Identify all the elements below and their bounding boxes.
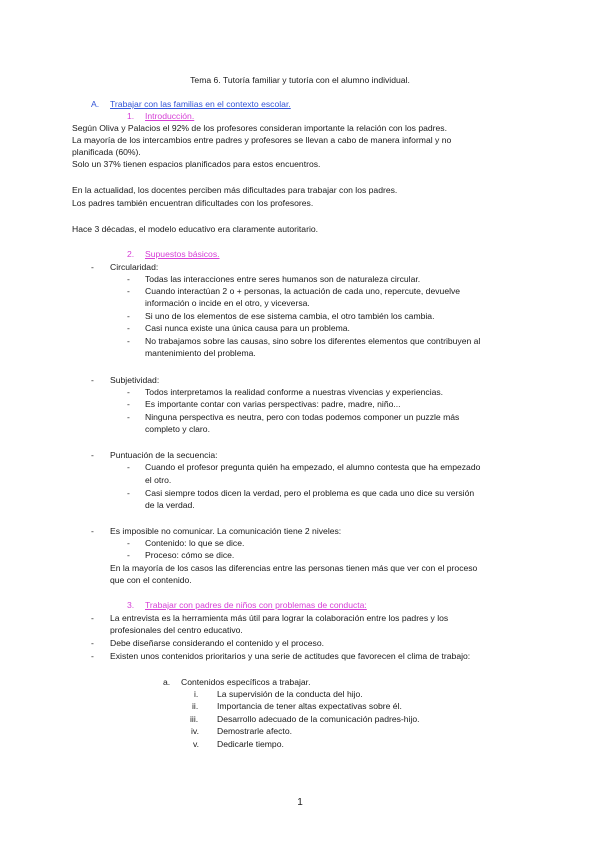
roman-item: Dedicarle tiempo.	[217, 739, 284, 749]
bullet-dash: -	[91, 638, 94, 648]
subjetividad-item: Ninguna perspectiva es neutra, pero con todas podemos componer un puzzle más	[145, 412, 460, 422]
bullet-dash: -	[91, 651, 94, 661]
subjetividad-item: Es importante contar con varias perspectivas: padre, madre, niño...	[145, 399, 401, 409]
comunicacion-item: Contenido: lo que se dice.	[145, 538, 245, 548]
roman-item: Importancia de tener altas expectativas sobre él.	[217, 701, 402, 711]
bullet-dash: -	[91, 526, 94, 536]
comunicacion-item: Proceso: cómo se dice.	[145, 550, 235, 560]
circularidad-item: Si uno de los elementos de ese sistema cambia, el otro también los cambia.	[145, 311, 435, 321]
bullet-dash: -	[127, 274, 130, 284]
bullet-dash: -	[127, 412, 130, 422]
intro-line-2: La mayoría de los intercambios entre padres y profesores se llevan a cabo de manera informal y no	[72, 135, 452, 145]
intro-line-6: Los padres también encuentran dificultades con los profesores.	[72, 198, 314, 208]
puntuacion-label: Puntuación de la secuencia:	[110, 450, 218, 460]
bullet-dash: -	[127, 336, 130, 346]
section-2-marker: 2.	[127, 249, 135, 259]
section-3-item: La entrevista es la herramienta más útil para lograr la colaboración entre los padres y los	[110, 613, 449, 623]
bullet-dash: -	[127, 323, 130, 333]
section-1-heading: Introducción.	[145, 111, 195, 121]
intro-line-7: Hace 3 décadas, el modelo educativo era claramente autoritario.	[72, 224, 319, 234]
subjetividad-label: Subjetividad:	[110, 375, 160, 385]
intro-line-3: planificada (60%).	[72, 147, 141, 157]
intro-line-5: En la actualidad, los docentes perciben más dificultades para trabajar con los padres.	[72, 185, 398, 195]
page-number: 1	[297, 797, 303, 808]
circularidad-item-cont: información o incide en el otro, y viceversa.	[145, 298, 310, 308]
puntuacion-item-cont: de la verdad.	[145, 500, 195, 510]
sub-a-label: Contenidos específicos a trabajar.	[181, 677, 311, 687]
circularidad-item: Cuando interactúan 2 o + personas, la actuación de cada uno, repercute, devuelve	[145, 286, 461, 296]
roman-marker: iv.	[191, 726, 199, 736]
roman-item: Desarrollo adecuado de la comunicación padres-hijo.	[217, 714, 420, 724]
circularidad-item: No trabajamos sobre las causas, sino sobre los diferentes elementos que contribuyen al	[145, 336, 481, 346]
section-3-item: Existen unos contenidos prioritarios y una serie de actitudes que favorecen el clima de trabajo:	[110, 651, 471, 661]
roman-marker: i.	[194, 689, 199, 699]
circularidad-item: Casi nunca existe una única causa para un problema.	[145, 323, 350, 333]
circularidad-item-cont: mantenimiento del problema.	[145, 348, 256, 358]
puntuacion-item: Casi siempre todos dicen la verdad, pero el problema es que cada uno dice su versión	[145, 488, 475, 498]
section-1-marker: 1.	[127, 111, 135, 121]
subjetividad-item-cont: completo y claro.	[145, 424, 210, 434]
subjetividad-item: Todos interpretamos la realidad conforme a nuestras vivencias y experiencias.	[145, 387, 444, 397]
bullet-dash: -	[127, 538, 130, 548]
bullet-dash: -	[91, 613, 94, 623]
roman-marker: ii.	[192, 701, 199, 711]
bullet-dash: -	[127, 399, 130, 409]
intro-line-4: Solo un 37% tienen espacios planificados para estos encuentros.	[72, 159, 321, 169]
bullet-dash: -	[127, 311, 130, 321]
section-a-marker: A.	[91, 99, 100, 109]
roman-marker: v.	[193, 739, 200, 749]
bullet-dash: -	[127, 462, 130, 472]
roman-marker: iii.	[190, 714, 199, 724]
bullet-dash: -	[127, 488, 130, 498]
circularidad-label: Circularidad:	[110, 262, 159, 272]
bullet-dash: -	[127, 550, 130, 560]
bullet-dash: -	[127, 387, 130, 397]
bullet-dash: -	[91, 262, 94, 272]
section-3-marker: 3.	[127, 600, 135, 610]
comunicacion-note: En la mayoría de los casos las diferencias entre las personas tienen más que ver con el proceso	[110, 563, 478, 573]
puntuacion-item-cont: el otro.	[145, 475, 172, 485]
comunicacion-label: Es imposible no comunicar. La comunicación tiene 2 niveles:	[110, 526, 342, 536]
intro-line-1: Según Oliva y Palacios el 92% de los profesores consideran importante la relación con los padres.	[72, 123, 447, 133]
comunicacion-note: que con el contenido.	[110, 575, 192, 585]
section-3-item: Debe diseñarse considerando el contenido y el proceso.	[110, 638, 325, 648]
bullet-dash: -	[91, 450, 94, 460]
section-3-heading: Trabajar con padres de niños con problemas de conducta:	[145, 600, 367, 610]
roman-item: La supervisión de la conducta del hijo.	[217, 689, 363, 699]
page-title: Tema 6. Tutoría familiar y tutoría con el alumno individual.	[190, 75, 410, 85]
bullet-dash: -	[91, 375, 94, 385]
section-a-heading: Trabajar con las familias en el contexto escolar.	[110, 99, 291, 109]
sub-a-marker: a.	[163, 677, 171, 687]
section-3-item-cont: profesionales del centro educativo.	[110, 625, 243, 635]
puntuacion-item: Cuando el profesor pregunta quién ha empezado, el alumno contesta que ha empezado	[145, 462, 481, 472]
bullet-dash: -	[127, 286, 130, 296]
section-2-heading: Supuestos básicos.	[145, 249, 220, 259]
roman-item: Demostrarle afecto.	[217, 726, 292, 736]
circularidad-item: Todas las interacciones entre seres humanos son de naturaleza circular.	[145, 274, 421, 284]
